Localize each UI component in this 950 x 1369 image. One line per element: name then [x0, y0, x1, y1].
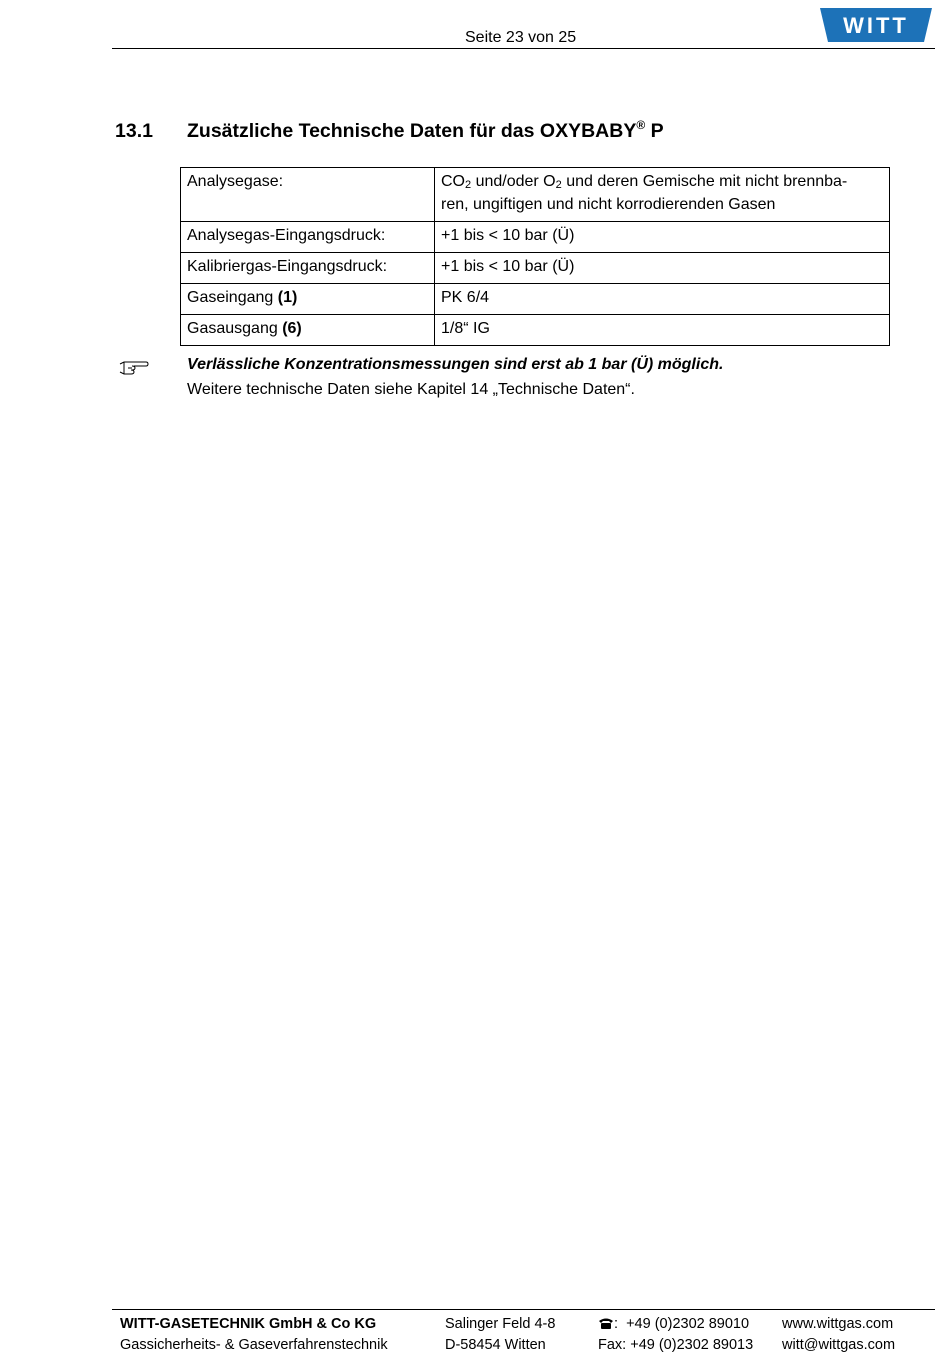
table-cell-label: Analysegas-Eingangsdruck: [181, 222, 435, 253]
witt-logo [820, 8, 932, 44]
section-number: 13.1 [115, 120, 153, 142]
section-title-suffix: P [645, 120, 664, 142]
svg-text:WITT: WITT [843, 13, 909, 38]
table-row [181, 315, 890, 346]
footer-company: WITT-GASETECHNIK GmbH & Co KG [120, 1316, 377, 1332]
footer-email-link[interactable]: witt@wittgas.com [782, 1337, 896, 1353]
table-cell-value: $CO_2$ und/oder $O_2$ und deren Gemische mit nicht brennba- ren, ungiftigen und nicht korrodierenden Gasen [435, 168, 890, 222]
registered-mark: ® [636, 118, 646, 132]
table-cell-label: Gasausgang (6) [181, 315, 435, 346]
page-number: Seite 23 von 25 [465, 29, 577, 46]
table-row [181, 284, 890, 315]
footer-fax: Fax: +49 (0)2302 89013 [598, 1337, 754, 1353]
section-heading [115, 118, 664, 143]
table-row [181, 222, 890, 253]
footer-tagline: Gassicherheits- & Gaseverfahrenstechnik [120, 1337, 388, 1353]
header-divider [112, 48, 935, 49]
table-cell-value: +1 bis < 10 bar (Ü) [435, 253, 890, 284]
table-cell-label: Gaseingang (1) [181, 284, 435, 315]
table-cell-value: 1/8“ IG [435, 315, 890, 346]
telephone-icon [598, 1317, 614, 1334]
footer-phone: : +49 (0)2302 89010 [598, 1316, 749, 1334]
table-cell-label: Analysegase: [181, 168, 435, 222]
pointing-hand-icon [118, 358, 150, 376]
footer-website-link[interactable]: www.wittgas.com [782, 1316, 894, 1332]
table-cell-value: +1 bis < 10 bar (Ü) [435, 222, 890, 253]
table-cell-label: Kalibriergas-Eingangsdruck: [181, 253, 435, 284]
table-row [181, 168, 890, 222]
section-title: Zusätzliche Technische Daten für das OXYBABY [187, 120, 637, 142]
table-row [181, 253, 890, 284]
table-cell-value: PK 6/4 [435, 284, 890, 315]
footer-street: Salinger Feld 4-8 [445, 1316, 556, 1332]
footer-divider [112, 1309, 935, 1310]
footer-city: D-58454 Witten [445, 1337, 546, 1353]
note-reference-text: Weitere technische Daten siehe Kapitel 14 „Technische Daten“. [187, 381, 635, 398]
note-important-text: Verlässliche Konzentrationsmessungen sind erst ab 1 bar (Ü) möglich. [187, 356, 724, 373]
technical-data-table [180, 167, 890, 346]
